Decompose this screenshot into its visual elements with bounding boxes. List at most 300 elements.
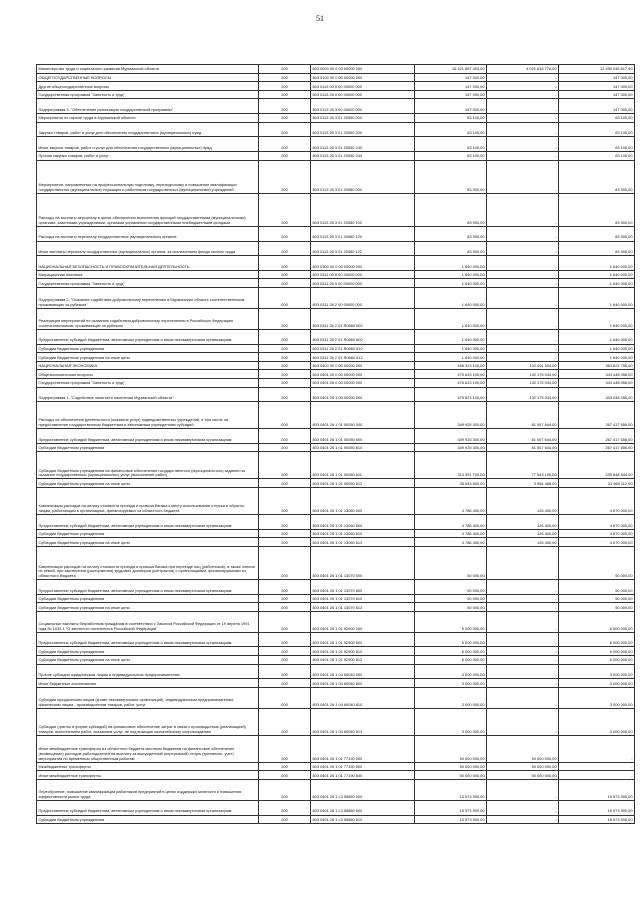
table-row [37, 656, 635, 665]
remaining-amount-cell: 147 000,00 [559, 82, 635, 91]
classification-code-cell: 803 0401 26 1 04 60040 810 [311, 687, 415, 708]
executed-amount-cell: - [487, 82, 559, 91]
remaining-amount-cell: 235 848 544,00 [559, 452, 635, 479]
executed-amount-cell: 81 507 644,00 [487, 402, 559, 429]
remaining-amount-cell: 63 100,00 [559, 114, 635, 123]
classification-code-cell: 803 0401 26 1 01 00050 610 [311, 443, 415, 452]
expense-name-cell: Предоставление субсидий бюджетным, автономным учреждениям и иным некоммерческим организациям [37, 515, 259, 530]
table-row [37, 443, 635, 452]
executed-amount-cell: 50 000 000,00 [487, 762, 559, 771]
expense-name-cell: Субсидии бюджетным учреждениям [37, 647, 259, 656]
executed-amount-cell: 3 964 488,00 [487, 479, 559, 488]
executed-amount-cell: - [487, 137, 559, 152]
line-code-cell: 200 [259, 99, 311, 114]
approved-amount-cell: 147 000,00 [415, 99, 487, 114]
classification-code-cell: 803 0401 26 1 01 13060 000 [311, 488, 415, 515]
line-code-cell: 200 [259, 361, 311, 370]
expense-name-cell: Мероприятия по охране труда в Мурманской области [37, 114, 259, 123]
classification-code-cell: 803 0113 26 3 01 20580 120 [311, 226, 415, 241]
classification-code-cell: 803 0401 26 1 01 00050 611 [311, 452, 415, 479]
expense-name-cell: Государственная программа "Занятость и труд" [37, 90, 259, 99]
expense-name-cell: Субсидии бюджетным учреждениям [37, 344, 259, 353]
expense-name-cell: Расходы на выплаты персоналу государственных (муниципальных) органов [37, 226, 259, 241]
classification-code-cell: 803 0113 26 0 00 00000 000 [311, 90, 415, 99]
expense-name-cell: Межбюджетные трансферты [37, 762, 259, 771]
approved-amount-cell: 15 973 900,00 [415, 780, 487, 801]
executed-amount-cell: - [487, 122, 559, 137]
executed-amount-cell: - [487, 647, 559, 656]
line-code-cell: 200 [259, 515, 311, 530]
table-row [37, 241, 635, 256]
line-code-cell: 200 [259, 344, 311, 353]
executed-amount-cell: 132 175 044,00 [487, 387, 559, 402]
expense-name-cell: Государственная программа "Занятость и труд" [37, 279, 259, 288]
classification-code-cell: 803 0401 26 1 01 13060 610 [311, 529, 415, 538]
approved-amount-cell: 1 640 000,00 [415, 344, 487, 353]
expense-name-cell: Социальные выплаты безработным гражданам в соответствии с Законом Российской Федерации от 19 апреля 1991 года № 1032-1 "О занятости населения в Российской Федерации" [37, 611, 259, 632]
remaining-amount-cell: 267 417 656,00 [559, 429, 635, 444]
table-row [37, 387, 635, 402]
approved-amount-cell: 6 000 000,00 [415, 611, 487, 632]
classification-code-cell: 803 0311 00 0 00 00000 000 [311, 270, 415, 279]
remaining-amount-cell: 6 000 000,00 [559, 647, 635, 656]
approved-amount-cell: 6 000 000,00 [415, 647, 487, 656]
table-row [37, 65, 635, 74]
expense-name-cell: Мероприятия, направленные на профессиональную подготовку, переподготовку и повышение квалификации государственных (муниципальных) служащих и работников государственных (муниципальных) учреждений [37, 160, 259, 193]
table-row [37, 800, 635, 815]
classification-code-cell: 803 0401 26 1 01 13070 600 [311, 580, 415, 595]
approved-amount-cell: 475 623 100,00 [415, 378, 487, 387]
line-code-cell: 200 [259, 538, 311, 547]
classification-code-cell: 803 0401 26 1 01 00050 612 [311, 479, 415, 488]
classification-code-cell: 803 0401 26 1 01 13070 612 [311, 603, 415, 612]
classification-code-cell: 803 0401 26 1 01 52900 610 [311, 647, 415, 656]
classification-code-cell: 803 0311 26 2 01 R0860 600 [311, 329, 415, 344]
approved-amount-cell: 6 000 000,00 [415, 656, 487, 665]
executed-amount-cell: - [487, 687, 559, 708]
table-row [37, 114, 635, 123]
table-row [37, 99, 635, 114]
approved-amount-cell: 475 623 100,00 [415, 370, 487, 379]
remaining-amount-cell: 1 640 000,00 [559, 270, 635, 279]
executed-amount-cell: - [487, 344, 559, 353]
expense-name-cell: Субсидии бюджетным учреждениям на иные цели [37, 353, 259, 362]
line-code-cell: 200 [259, 443, 311, 452]
remaining-amount-cell: 1 640 000,00 [559, 279, 635, 288]
expense-name-cell: Компенсация расходов на оплату стоимости проезда и провоза багажа при переезде лиц (работников), а также членов их семей, при заключении (расторжении) трудовых договоров (контрактов) с организациями, финансируемыми из областного бюджета [37, 546, 259, 579]
classification-code-cell: 803 0401 26 1 01 77190 000 [311, 735, 415, 762]
expense-name-cell: Субсидии бюджетным учреждениям [37, 594, 259, 603]
classification-code-cell: 803 0401 26 1 01 52900 600 [311, 632, 415, 647]
executed-amount-cell: - [487, 270, 559, 279]
remaining-amount-cell: 6 000 000,00 [559, 611, 635, 632]
classification-code-cell: 803 0401 26 1 00 00000 000 [311, 387, 415, 402]
classification-code-cell: 803 0311 26 2 00 00000 000 [311, 288, 415, 309]
approved-amount-cell: 147 000,00 [415, 73, 487, 82]
remaining-amount-cell: - [559, 762, 635, 771]
executed-amount-cell: - [487, 664, 559, 679]
approved-amount-cell: 4 786 400,00 [415, 515, 487, 530]
table-row [37, 82, 635, 91]
approved-amount-cell: 1 640 000,00 [415, 308, 487, 329]
approved-amount-cell: 15 421 867 403,00 [415, 65, 487, 74]
table-row [37, 370, 635, 379]
executed-amount-cell: - [487, 546, 559, 579]
classification-code-cell: 803 0113 26 3 01 20550 200 [311, 122, 415, 137]
remaining-amount-cell: 343 448 056,00 [559, 370, 635, 379]
table-row [37, 594, 635, 603]
table-row [37, 488, 635, 515]
table-row [37, 378, 635, 387]
executed-amount-cell: - [487, 708, 559, 735]
table-row [37, 73, 635, 82]
approved-amount-cell: 15 973 900,00 [415, 800, 487, 815]
approved-amount-cell: 50 000 000,00 [415, 771, 487, 780]
classification-code-cell: 803 0401 00 0 00 00000 000 [311, 370, 415, 379]
approved-amount-cell: 3 000 000,00 [415, 679, 487, 688]
classification-code-cell: 803 0401 26 1 01 13060 612 [311, 538, 415, 547]
approved-amount-cell: 83 900,00 [415, 160, 487, 193]
table-row [37, 735, 635, 762]
remaining-amount-cell: 63 100,00 [559, 152, 635, 161]
expense-name-cell: НАЦИОНАЛЬНАЯ ЭКОНОМИКА [37, 361, 259, 370]
approved-amount-cell: 83 900,00 [415, 193, 487, 226]
expense-name-cell: Реализация мероприятий по оказанию содействия добровольному переселению в Российскую Федерацию соотечественников, проживающих за рубежом [37, 308, 259, 329]
table-row [37, 226, 635, 241]
budget-table-body [37, 65, 635, 824]
approved-amount-cell: 1 640 000,00 [415, 279, 487, 288]
line-code-cell: 200 [259, 529, 311, 538]
classification-code-cell: 803 0400 00 0 00 00000 000 [311, 361, 415, 370]
approved-amount-cell: 4 786 400,00 [415, 538, 487, 547]
classification-code-cell: 803 0113 26 3 01 20550 000 [311, 114, 415, 123]
expense-name-cell: Предоставление субсидий бюджетным, автономным учреждениям и иным некоммерческим организациям [37, 580, 259, 595]
expense-name-cell: Иные межбюджетные трансферты из областного бюджета местным бюджетам на финансовое обеспечение (возмещение) расходов работодателей на выплату за вынужденный (перерывной) отпуск (трехмесяч. учет) мероприятия по временным общественным работам [37, 735, 259, 762]
line-code-cell: 200 [259, 370, 311, 379]
line-code-cell: 200 [259, 308, 311, 329]
classification-code-cell: 803 0401 26 1 04 60040 000 [311, 664, 415, 679]
approved-amount-cell: 63 100,00 [415, 122, 487, 137]
expense-name-cell: Субсидии бюджетным учреждениям [37, 529, 259, 538]
table-row [37, 611, 635, 632]
expense-name-cell: Субсидии бюджетным учреждениям на иные цели [37, 479, 259, 488]
line-code-cell: 200 [259, 762, 311, 771]
remaining-amount-cell: 3 000 000,00 [559, 708, 635, 735]
line-code-cell: 200 [259, 580, 311, 595]
executed-amount-cell: 81 507 644,00 [487, 443, 559, 452]
approved-amount-cell: 6 000 000,00 [415, 632, 487, 647]
remaining-amount-cell: 83 900,00 [559, 193, 635, 226]
executed-amount-cell: 81 507 644,00 [487, 429, 559, 444]
executed-amount-cell: - [487, 329, 559, 344]
table-row [37, 288, 635, 309]
approved-amount-cell: 3 000 000,00 [415, 664, 487, 679]
line-code-cell: 200 [259, 279, 311, 288]
table-row [37, 687, 635, 708]
expense-name-cell: Предоставление субсидий бюджетным, автономным учреждениям и иным некоммерческим организациям [37, 429, 259, 444]
expense-name-cell: Предоставление субсидий бюджетным, автономным учреждениям и иным некоммерческим организациям [37, 632, 259, 647]
remaining-amount-cell: 267 417 656,00 [559, 443, 635, 452]
classification-code-cell: 803 0401 26 1 01 00050 600 [311, 429, 415, 444]
expense-name-cell: Субсидии бюджетным учреждениям [37, 443, 259, 452]
approved-amount-cell: 83 900,00 [415, 241, 487, 256]
line-code-cell: 200 [259, 647, 311, 656]
expense-name-cell: Предоставление субсидий бюджетным, автономным учреждениям и иным некоммерческим организациям [37, 800, 259, 815]
classification-code-cell: 803 0113 26 3 00 00000 000 [311, 99, 415, 114]
line-code-cell: 200 [259, 82, 311, 91]
expense-name-cell: Министерство труда и социального развития Мурманской области [37, 65, 259, 74]
line-code-cell: 200 [259, 193, 311, 226]
classification-code-cell: 803 0113 26 3 01 20580 000 [311, 160, 415, 193]
expense-name-cell: Субсидии бюджетным учреждениям на иные цели [37, 603, 259, 612]
line-code-cell: 200 [259, 256, 311, 271]
table-row [37, 256, 635, 271]
expense-name-cell: Иные бюджетные ассигнования [37, 679, 259, 688]
table-row [37, 762, 635, 771]
executed-amount-cell: - [487, 160, 559, 193]
executed-amount-cell: 4 021 818 776,00 [487, 65, 559, 74]
expense-name-cell: Общеэкономические вопросы [37, 370, 259, 379]
classification-code-cell: 803 0311 26 0 00 00000 000 [311, 279, 415, 288]
table-row [37, 479, 635, 488]
line-code-cell: 200 [259, 65, 311, 74]
line-code-cell: 200 [259, 687, 311, 708]
line-code-cell: 200 [259, 160, 311, 193]
executed-amount-cell: 50 000 000,00 [487, 771, 559, 780]
approved-amount-cell: 83 900,00 [415, 226, 487, 241]
executed-amount-cell: 50 000 000,00 [487, 735, 559, 762]
expense-name-cell: Другие общегосударственные вопросы [37, 82, 259, 91]
executed-amount-cell: - [487, 603, 559, 612]
executed-amount-cell: - [487, 580, 559, 595]
remaining-amount-cell: 147 000,00 [559, 90, 635, 99]
expense-name-cell: Субсидии бюджетным учреждениям [37, 815, 259, 824]
line-code-cell: 200 [259, 152, 311, 161]
executed-amount-cell: - [487, 353, 559, 362]
classification-code-cell: 803 0401 26 1 01 13070 000 [311, 546, 415, 579]
classification-code-cell: 803 0401 26 1 01 77190 540 [311, 771, 415, 780]
remaining-amount-cell: 31 569 112,00 [559, 479, 635, 488]
executed-amount-cell: - [487, 279, 559, 288]
line-code-cell: 200 [259, 611, 311, 632]
executed-amount-cell: - [487, 800, 559, 815]
approved-amount-cell: 1 640 000,00 [415, 270, 487, 279]
line-code-cell: 200 [259, 402, 311, 429]
line-code-cell: 200 [259, 288, 311, 309]
expense-name-cell: Расходы на обеспечение деятельности (оказание услуг) подведомственных учреждений, в том числе на предоставление государственным бюджетным и автономным учреждениям субсидий [37, 402, 259, 429]
executed-amount-cell: - [487, 90, 559, 99]
expense-name-cell: Прочие субсидии юридическим лицам и индивидуальным предпринимателям [37, 664, 259, 679]
remaining-amount-cell: 147 000,00 [559, 73, 635, 82]
remaining-amount-cell: 6 000 000,00 [559, 656, 635, 665]
line-code-cell: 200 [259, 771, 311, 780]
line-code-cell: 200 [259, 353, 311, 362]
remaining-amount-cell: 343 448 056,00 [559, 378, 635, 387]
classification-code-cell: 803 0113 26 3 01 20580 100 [311, 193, 415, 226]
page-number: 51 [316, 14, 324, 23]
approved-amount-cell: 349 925 300,00 [415, 443, 487, 452]
line-code-cell: 200 [259, 429, 311, 444]
expense-name-cell: Переобучение, повышение квалификации работников предприятий в целях поддержки занятости и повышения эффективности рынка труда [37, 780, 259, 801]
executed-amount-cell: - [487, 73, 559, 82]
expense-name-cell: Иные выплаты персоналу государственных (муниципальных) органов, за исключением фонда оплаты труда [37, 241, 259, 256]
line-code-cell: 200 [259, 226, 311, 241]
approved-amount-cell: 1 640 000,00 [415, 353, 487, 362]
table-row [37, 122, 635, 137]
table-row [37, 152, 635, 161]
classification-code-cell: 803 0113 00 0 00 00000 000 [311, 82, 415, 91]
classification-code-cell: 803 0401 26 1 01 00050 000 [311, 402, 415, 429]
table-row [37, 647, 635, 656]
line-code-cell: 200 [259, 632, 311, 647]
remaining-amount-cell: 4 670 000,00 [559, 515, 635, 530]
table-row [37, 546, 635, 579]
line-code-cell: 200 [259, 664, 311, 679]
expense-name-cell: Субсидии бюджетным учреждениям на иные цели [37, 538, 259, 547]
expense-name-cell: Субсидии (гранты в форме субсидий) на финансовое обеспечение затрат в связи с производством (реализацией) товаров, выполнением работ, оказанием услуг, не подлежащие казначейскому сопровождению [37, 708, 259, 735]
executed-amount-cell: 126 400,00 [487, 538, 559, 547]
approved-amount-cell: 313 391 700,00 [415, 452, 487, 479]
executed-amount-cell: - [487, 152, 559, 161]
approved-amount-cell: 349 925 300,00 [415, 402, 487, 429]
budget-table [36, 64, 635, 824]
remaining-amount-cell: 1 640 000,00 [559, 256, 635, 271]
line-code-cell: 200 [259, 603, 311, 612]
table-row [37, 90, 635, 99]
classification-code-cell: 803 0401 26 1 L3 55860 600 [311, 800, 415, 815]
executed-amount-cell: - [487, 288, 559, 309]
remaining-amount-cell: 1 640 000,00 [559, 288, 635, 309]
table-row [37, 603, 635, 612]
expense-name-cell: Субсидии бюджетным учреждениям на иные цели [37, 656, 259, 665]
executed-amount-cell: - [487, 656, 559, 665]
approved-amount-cell: 50 000 000,00 [415, 735, 487, 762]
remaining-amount-cell: 63 100,00 [559, 122, 635, 137]
line-code-cell: 200 [259, 329, 311, 344]
expense-name-cell: Закупка товаров, работ и услуг для обеспечения государственных (муниципальных) нужд [37, 122, 259, 137]
executed-amount-cell: - [487, 241, 559, 256]
executed-amount-cell: 132 175 044,00 [487, 370, 559, 379]
approved-amount-cell: 63 100,00 [415, 114, 487, 123]
approved-amount-cell: 147 000,00 [415, 82, 487, 91]
table-row [37, 160, 635, 193]
executed-amount-cell: - [487, 308, 559, 329]
remaining-amount-cell: 4 670 000,00 [559, 538, 635, 547]
approved-amount-cell: 3 000 000,00 [415, 687, 487, 708]
remaining-amount-cell: 83 900,00 [559, 226, 635, 241]
remaining-amount-cell: 1 640 000,00 [559, 353, 635, 362]
line-code-cell: 200 [259, 452, 311, 479]
remaining-amount-cell: 6 000 000,00 [559, 632, 635, 647]
expense-name-cell: Иные закупки товаров, работ и услуг для обеспечения государственных (муниципальных) нужд [37, 137, 259, 152]
expense-name-cell: ОБЩЕГОСУДАРСТВЕННЫЕ ВОПРОСЫ [37, 73, 259, 82]
approved-amount-cell: 50 000 000,00 [415, 762, 487, 771]
line-code-cell: 200 [259, 387, 311, 402]
approved-amount-cell: 1 640 000,00 [415, 288, 487, 309]
remaining-amount-cell: 4 670 000,00 [559, 488, 635, 515]
remaining-amount-cell: 83 900,00 [559, 241, 635, 256]
approved-amount-cell: 1 640 000,00 [415, 329, 487, 344]
line-code-cell: 200 [259, 656, 311, 665]
line-code-cell: 200 [259, 735, 311, 762]
classification-code-cell: 803 0000 00 0 00 00000 000 [311, 65, 415, 74]
remaining-amount-cell: 3 000 000,00 [559, 679, 635, 688]
remaining-amount-cell: 83 900,00 [559, 160, 635, 193]
table-row [37, 329, 635, 344]
table-row [37, 515, 635, 530]
table-row [37, 771, 635, 780]
expense-name-cell: Иные межбюджетные трансферты [37, 771, 259, 780]
classification-code-cell: 803 0311 26 2 01 R0860 610 [311, 344, 415, 353]
table-row [37, 279, 635, 288]
table-row [37, 580, 635, 595]
line-code-cell: 200 [259, 73, 311, 82]
remaining-amount-cell: 1 640 000,00 [559, 344, 635, 353]
approved-amount-cell: 50 000,00 [415, 603, 487, 612]
executed-amount-cell: - [487, 815, 559, 824]
executed-amount-cell: - [487, 780, 559, 801]
approved-amount-cell: 147 000,00 [415, 90, 487, 99]
classification-code-cell: 803 0401 26 1 01 13060 600 [311, 515, 415, 530]
table-row [37, 538, 635, 547]
approved-amount-cell: 63 100,00 [415, 137, 487, 152]
executed-amount-cell: 132 491 304,00 [487, 361, 559, 370]
approved-amount-cell: 475 623 100,00 [415, 387, 487, 402]
expense-name-cell: Подпрограмма 3. "Обеспечение реализации государственной программы" [37, 99, 259, 114]
line-code-cell: 200 [259, 122, 311, 137]
remaining-amount-cell: 1 640 000,00 [559, 308, 635, 329]
remaining-amount-cell: 50 000,00 [559, 594, 635, 603]
remaining-amount-cell: 50 000,00 [559, 580, 635, 595]
line-code-cell: 200 [259, 241, 311, 256]
classification-code-cell: 803 0401 26 1 L3 55860 000 [311, 780, 415, 801]
approved-amount-cell: 4 786 400,00 [415, 529, 487, 538]
executed-amount-cell: 126 400,00 [487, 488, 559, 515]
table-row [37, 529, 635, 538]
executed-amount-cell: - [487, 632, 559, 647]
expense-name-cell: Подпрограмма 2. "Оказание содействия добровольному переселению в Мурманскую область соотечественников, проживающих за рубежом" [37, 288, 259, 309]
table-row [37, 708, 635, 735]
approved-amount-cell: 50 000,00 [415, 546, 487, 579]
table-row [37, 429, 635, 444]
executed-amount-cell: - [487, 114, 559, 123]
classification-code-cell: 803 0401 26 1 01 13070 610 [311, 594, 415, 603]
executed-amount-cell: - [487, 594, 559, 603]
executed-amount-cell: 132 175 044,00 [487, 378, 559, 387]
remaining-amount-cell: 3 000 000,00 [559, 664, 635, 679]
table-row [37, 344, 635, 353]
remaining-amount-cell: 147 000,00 [559, 99, 635, 114]
classification-code-cell: 803 0300 00 0 00 00000 000 [311, 256, 415, 271]
expense-name-cell: НАЦИОНАЛЬНАЯ БЕЗОПАСНОСТЬ И ПРАВООХРАНИТЕЛЬНАЯ ДЕЯТЕЛЬНОСТЬ [37, 256, 259, 271]
executed-amount-cell: - [487, 99, 559, 114]
classification-code-cell: 803 0113 26 3 01 20550 240 [311, 137, 415, 152]
expense-name-cell: Компенсация расходов на оплату стоимости проезда и провоза багажа к месту использования отпуска и обратно лицам, работающим в организациях, финансируемых из областного бюджета [37, 488, 259, 515]
executed-amount-cell: 77 543 156,00 [487, 452, 559, 479]
table-row [37, 270, 635, 279]
classification-code-cell: 803 0311 26 2 01 R0860 000 [311, 308, 415, 329]
expense-name-cell: Прочая закупка товаров, работ и услуг [37, 152, 259, 161]
line-code-cell: 200 [259, 708, 311, 735]
approved-amount-cell: 35 533 600,00 [415, 479, 487, 488]
executed-amount-cell: 126 400,00 [487, 529, 559, 538]
remaining-amount-cell: 363 821 796,00 [559, 361, 635, 370]
expense-name-cell: Субсидии юридическим лицам (кроме некоммерческих организаций), индивидуальным предпринимателям, физическим лицам - производителям товаров, работ, услуг [37, 687, 259, 708]
classification-code-cell: 803 0401 26 1 01 77190 500 [311, 762, 415, 771]
executed-amount-cell: - [487, 611, 559, 632]
remaining-amount-cell: 50 000,00 [559, 603, 635, 612]
remaining-amount-cell: - [559, 735, 635, 762]
